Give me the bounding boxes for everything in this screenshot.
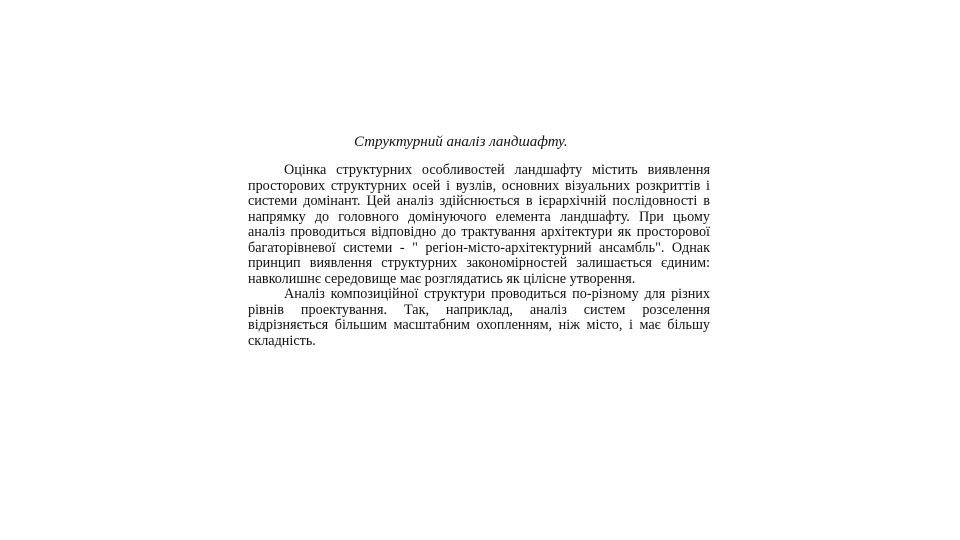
document-body: [248, 163, 710, 349]
paragraph-structural-assessment: Оцінка структурних особливостей ландшафту містить виявлення просторових структурних осей і вузлів, основних візуальних розкриттів і системи домінант. Цей аналіз здійснюється в ієрархічній послідовності в напрямку до головного домінуючого елемента ландшафту. При цьому аналіз проводиться відповідно до трактування архітектури як просторової багаторівневої системи - " регіон-місто-архітектурний ансамбль". Однак принцип виявлення структурних закономірностей залишається єдиним: навколишнє середовище має розглядатись як цілісне утворення.: [248, 162, 710, 287]
document-title: Структурний аналіз ландшафту.: [354, 134, 568, 150]
paragraph-composition-analysis: Аналіз композиційної структури проводиться по-різному для різних рівнів проектування. Так, наприклад, аналіз систем розселення відрізняється більшим масштабним охопленням, ніж місто, і має більшу складність.: [248, 286, 710, 349]
